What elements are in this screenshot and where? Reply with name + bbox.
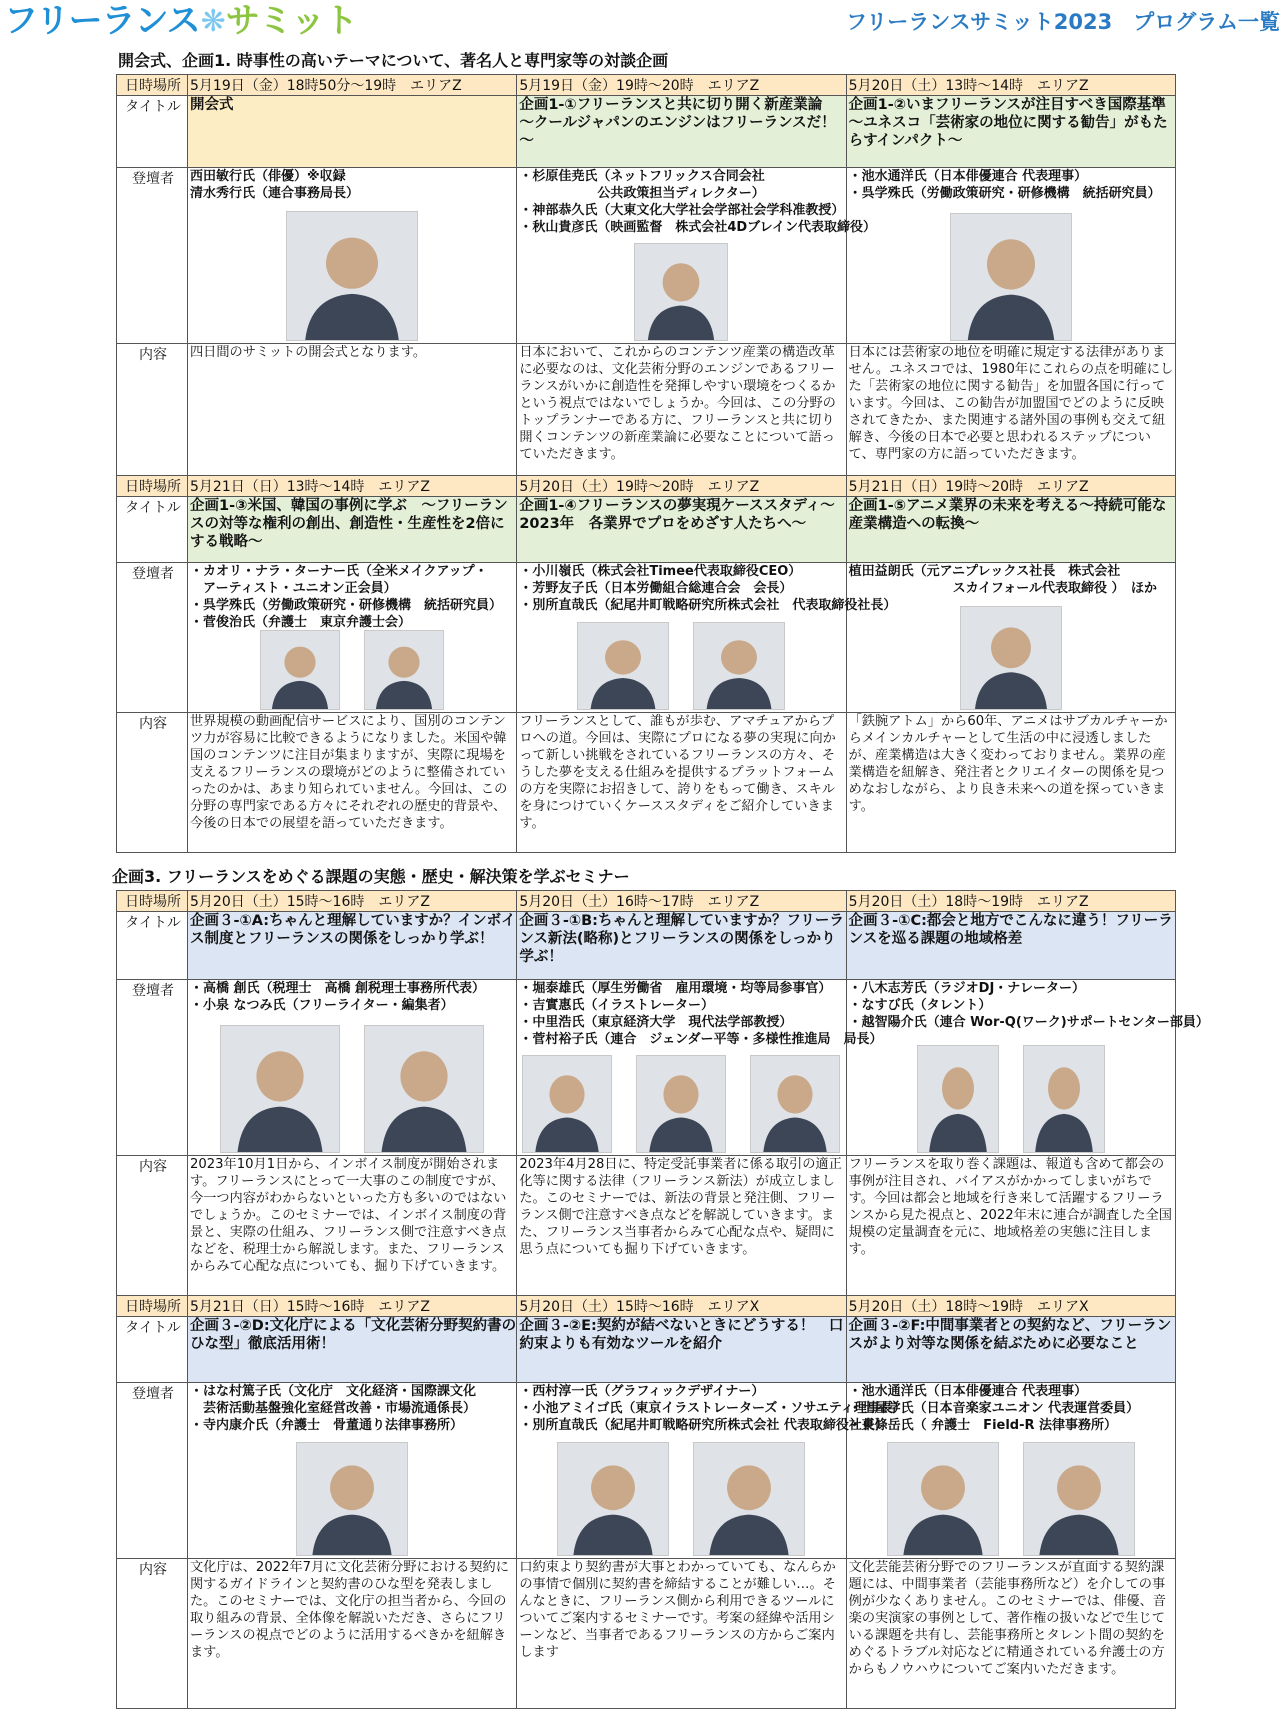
session-speakers	[517, 563, 897, 713]
speakers-row	[117, 1383, 1176, 1559]
session-speakers	[846, 980, 1209, 1156]
session-description: フリーランスとして、誰もが歩む、アマチュアからプロへの道。今回は、実際にプロになる夢の実現に向かって新しい挑戦をされているフリーランスの方々、そうした夢を支える仕組みを提供するプラットフォームの方を実際にお招きして、誇りをもって働き、スキルを身につけていくケーススタディをご紹介していきます。	[517, 713, 846, 853]
snowflake-icon: ❋	[200, 4, 225, 39]
title-label: タイトル	[117, 1317, 188, 1383]
speaker-line: ・はな村篤子氏（文化庁 文化経済・国際課文化	[190, 1384, 477, 1399]
session-speakers	[517, 1383, 906, 1559]
speaker-line: ・呉学殊氏（労働政策研究・研修機構 統括研究員）	[848, 186, 1161, 201]
speaker-line: ・池水通洋氏（日本俳優連合 代表理事）	[848, 169, 1088, 184]
speaker-list	[190, 563, 516, 631]
speaker-list	[190, 1383, 516, 1434]
speaker-line: ・土屋学氏（日本音楽家ユニオン 代表運営委員）	[848, 1401, 1140, 1416]
speaker-line: ・芳野友子氏（日本労働組合総連合会 会長）	[519, 581, 793, 596]
speaker-photos	[517, 1055, 845, 1153]
session-title: 企画1-①フリーランスと共に切り開く新産業論 ～クールジャパンのエンジンはフリーランスだ！～	[517, 96, 846, 168]
speaker-line: 西田敏行氏（俳優）※収録	[190, 169, 346, 184]
content-label: 内容	[117, 1156, 188, 1296]
session-title: 企画３-①B:ちゃんと理解していますか？フリーランス新法(略称)とフリーランスの関係をしっかり学ぶ！	[517, 912, 846, 980]
speaker-photo	[522, 1055, 612, 1153]
session-title: 開会式	[188, 96, 517, 168]
speaker-photo	[960, 606, 1062, 710]
speaker-photos	[188, 211, 516, 341]
title-label: タイトル	[117, 497, 188, 563]
speaker-photos	[847, 1442, 1175, 1556]
title-label: タイトル	[117, 96, 188, 168]
datetime-row	[117, 1296, 1176, 1317]
speaker-photo	[1023, 1442, 1135, 1556]
speaker-photos	[517, 243, 845, 341]
session-description: 2023年4月28日に、特定受託事業者に係る取引の適正化等に関する法律（フリーランス新法）が成立しました。このセミナーでは、新法の背景と発注側、フリーランス側で注意すべき点などを解説していきます。また、フリーランス当事者からみて心配な点や、疑問に思う点についても掘り下げていきます。	[517, 1156, 846, 1296]
speaker-line: ・高橋 創氏（税理士 高橋 創税理士事務所代表）	[190, 981, 486, 996]
session-description: 2023年10月1日から、インボイス制度が開始されます。フリーランスにとって一大事のこの制度ですが、今一つ内容がわからないといった方も多いのではないでしょうか。このセミナーでは、インボイス制度の背景と、実際の仕組み、フリーランス側で注意すべき点などを、税理士から解説します。また、フリーランスからみて心配な点についても、掘り下げていきます。	[188, 1156, 517, 1296]
document-title: フリーランスサミット2023 プログラム一覧	[846, 10, 1280, 34]
session-datetime: 5月21日（日）19時～20時 エリアZ	[846, 476, 1175, 497]
speaker-line: ・堀泰雄氏（厚生労働省 雇用環境・均等局参事官）	[519, 981, 832, 996]
datetime-row	[117, 891, 1176, 912]
speaker-photo	[750, 1055, 840, 1153]
speaker-line: ・東條岳氏（ 弁護士 Field-R 法律事務所）	[848, 1418, 1118, 1433]
speaker-line: ・別所直哉氏（紀尾井町戦略研究所株式会社 代表取締役社長）	[519, 598, 897, 613]
session-datetime: 5月21日（日）13時～14時 エリアZ	[188, 476, 517, 497]
speaker-photo	[887, 1442, 999, 1556]
speaker-photo	[364, 630, 444, 710]
speaker-line: 植田益朗氏（元アニプレックス社長 株式会社	[848, 564, 1121, 579]
session-description: 口約束より契約書が大事とわかっていても、なんらかの事情で個別に契約書を締結することが難しい…。そんなときに、フリーランス側から利用できるツールについてご案内するセミナーです。考案の経緯や活用シーンなど、当事者であるフリーランスの方からご案内します	[517, 1559, 846, 1709]
speaker-photo	[636, 1055, 726, 1153]
session-datetime: 5月20日（土）18時～19時 エリアX	[846, 1296, 1175, 1317]
session-description: 「鉄腕アトム」から60年、アニメはサブカルチャーからメインカルチャーとして生活の中に浸透しましたが、産業構造は大きく変わっておりません。業界の産業構造を紐解き、発注者とクリエイターの関係を見つめなおしながら、より良き未来への道を探っていきます。	[846, 713, 1175, 853]
session-description: 日本には芸術家の地位を明確に規定する法律がありません。ユネスコでは、1980年にこれらの点を明確にした「芸術家の地位に関する勧告」を加盟各国に行っています。今回は、この勧告が加盟国でどのように反映されてきたか、また関連する諸外国の事例も交えて紐解き、今後の日本で必要と思われるステップについて、専門家の方に語っていただきます。	[846, 344, 1175, 476]
speaker-list	[519, 1383, 906, 1434]
session-description: 文化庁は、2022年7月に文化芸術分野における契約に関するガイドラインと契約書のひな型を発表しました。このセミナーでは、文化庁の担当者から、今回の取り組みの背景、全体像を解説いただき、さらにフリーランスの視点でどのように活用するべきかを紐解きます。	[188, 1559, 517, 1709]
title-row	[117, 912, 1176, 980]
session-title: 企画1-③米国、韓国の事例に学ぶ ～フリーランスの対等な権利の創出、創造性・生産性を2倍にする戦略～	[188, 497, 517, 563]
speaker-line: ・神部恭久氏（大東文化大学社会学部社会学科准教授）	[519, 203, 845, 218]
speakers-label: 登壇者	[117, 1383, 188, 1559]
speaker-photo	[296, 1442, 408, 1556]
session-description: 日本において、これからのコンテンツ産業の構造改革に必要なのは、文化芸術分野のエンジンであるフリーランスがいかに創造性を発揮しやすい環境をつくるかという視点ではないでしょうか。今回は、この分野のトップランナーである方に、フリーランスと共に切り開くコンテンツの新産業論に必要なことについて語っていただきます。	[517, 344, 846, 476]
session-speakers	[188, 168, 517, 344]
content-label: 内容	[117, 1559, 188, 1709]
speaker-list	[519, 168, 876, 236]
speaker-line: ・八木志芳氏（ラジオDJ・ナレーター）	[848, 981, 1086, 996]
speaker-line: ・呉学殊氏（労働政策研究・研修機構 統括研究員）	[190, 598, 503, 613]
datetime-row	[117, 476, 1176, 497]
speaker-line: ・菅俊治氏（弁護士 東京弁護士会）	[190, 615, 412, 630]
session-datetime: 5月20日（土）19時～20時 エリアZ	[517, 476, 846, 497]
speaker-photos	[188, 1025, 516, 1153]
session-speakers	[517, 980, 883, 1156]
datetime-label: 日時場所	[117, 1296, 188, 1317]
speaker-list	[849, 1383, 1175, 1434]
title-row	[117, 96, 1176, 168]
logo-text-summit: サミット	[225, 1, 358, 41]
content-row	[117, 1559, 1176, 1709]
session-title: 企画３-①A:ちゃんと理解していますか？インボイス制度とフリーランスの関係をしっかり学ぶ！	[188, 912, 517, 980]
speaker-photos	[847, 1045, 1175, 1153]
logo-text-freelance: フリーランス	[4, 1, 200, 41]
speaker-list	[190, 980, 516, 1014]
session-speakers	[188, 563, 517, 713]
program-table-section-1	[116, 74, 1181, 853]
speaker-list	[848, 980, 1209, 1031]
title-row	[117, 1317, 1176, 1383]
speaker-photo	[557, 1442, 669, 1556]
datetime-row	[117, 75, 1176, 96]
speakers-label: 登壇者	[117, 168, 188, 344]
session-title: 企画1-⑤アニメ業界の未来を考える～持続可能な産業構造への転換～	[846, 497, 1175, 563]
session-speakers	[188, 1383, 517, 1559]
session-title: 企画３-②F:中間事業者との契約など、フリーランスがより対等な関係を結ぶために必要なこと	[846, 1317, 1175, 1383]
section-heading-1: 開会式、企画1. 時事性の高いテーマについて、著名人と専門家等の対談企画	[118, 51, 669, 70]
speaker-photo	[364, 1025, 484, 1153]
session-datetime: 5月20日（土）18時～19時 エリアZ	[846, 891, 1175, 912]
session-description: 文化芸能芸術分野でのフリーランスが直面する契約課題には、中間事業者（芸能事務所など）を介しての事例が少なくありません。このセミナーでは、俳優、音楽の実演家の事例として、著作権の扱いなどで生じている課題を共有し、芸能事務所とタレント間の契約をめぐるトラブル対応などに精通されている弁護士の方からもノウハウについてご案内いただきます。	[846, 1559, 1175, 1709]
speaker-line: ・秋山貴彦氏（映画監督 株式会社4Dブレイン代表取締役）	[519, 220, 876, 235]
datetime-label: 日時場所	[117, 75, 188, 96]
session-datetime: 5月20日（土）15時～16時 エリアX	[517, 1296, 846, 1317]
speakers-row	[117, 563, 1176, 713]
speaker-line: ・中里浩氏（東京経済大学 現代法学部教授）	[519, 1015, 793, 1030]
speaker-photo	[260, 630, 340, 710]
session-speakers	[188, 980, 517, 1156]
speaker-line: 清水秀行氏（連合事務局長）	[190, 186, 360, 201]
speaker-line: ・西村淳一氏（グラフィックデザイナー）	[519, 1384, 765, 1399]
content-row	[117, 713, 1176, 853]
session-speakers	[517, 168, 876, 344]
session-speakers	[846, 563, 1175, 713]
speaker-line: ・なすび氏（タレント）	[848, 998, 992, 1013]
speaker-list	[519, 980, 883, 1048]
session-description: 世界規模の動画配信サービスにより、国別のコンテンツ力が容易に比較できるようになりました。米国や韓国のコンテンツに注目が集まりますが、実際に現場を支えるフリーランスの環境がどのように整備されていったのかは、あまり知られていません。今回は、この分野の専門家である方々にそれぞれの歴史的背景や、今後の日本での展望を語っていただきます。	[188, 713, 517, 853]
speaker-line: ・小池アミイゴ氏（東京イラストレーターズ・ソサエティ理事長）	[519, 1401, 906, 1416]
speakers-label: 登壇者	[117, 563, 188, 713]
speaker-photo	[950, 213, 1072, 341]
datetime-label: 日時場所	[117, 476, 188, 497]
speaker-line: ・池水通洋氏（日本俳優連合 代表理事）	[848, 1384, 1088, 1399]
speaker-photos	[517, 622, 845, 710]
speakers-row	[117, 980, 1176, 1156]
speakers-row	[117, 168, 1176, 344]
speaker-photos	[847, 606, 1175, 710]
speaker-photos	[847, 213, 1175, 341]
session-title: 企画３-①C:都会と地方でこんなに違う！フリーランスを巡る課題の地域格差	[846, 912, 1175, 980]
speaker-line: ・越智陽介氏（連合 Wor-Q(ワーク)サポートセンター部員）	[848, 1015, 1209, 1030]
session-description: フリーランスを取り巻く課題は、報道も含めて都会の事例が注目され、バイアスがかかってしまいがちです。今回は都会と地域を行き来して活躍するフリーランスから見た視点と、2022年末に連合が調査した全国規模の定量調査を元に、地域格差の実態に注目します。	[846, 1156, 1175, 1296]
session-datetime: 5月21日（日）15時～16時 エリアZ	[188, 1296, 517, 1317]
speaker-list	[519, 563, 897, 614]
title-label: タイトル	[117, 912, 188, 980]
speaker-line: スカイフォール代表取締役 ） ほか	[848, 581, 1157, 596]
content-row	[117, 344, 1176, 476]
speaker-line: ・菅村裕子氏（連合 ジェンダー平等・多様性推進局 局長）	[519, 1032, 883, 1047]
speaker-photo	[693, 622, 785, 710]
speaker-photo	[917, 1045, 999, 1153]
section-heading-3: 企画3. フリーランスをめぐる課題の実態・歴史・解決策を学ぶセミナー	[112, 867, 630, 886]
speaker-photo	[220, 1025, 340, 1153]
content-label: 内容	[117, 344, 188, 476]
session-title: 企画1-④フリーランスの夢実現ケーススタディ～2023年 各業界でプロをめざす人たちへ～	[517, 497, 846, 563]
speaker-photo	[693, 1442, 805, 1556]
session-speakers	[846, 168, 1175, 344]
speaker-photo	[634, 243, 728, 341]
speaker-photos	[517, 1442, 845, 1556]
content-label: 内容	[117, 713, 188, 853]
session-datetime: 5月20日（土）16時～17時 エリアZ	[517, 891, 846, 912]
session-datetime: 5月20日（土）13時～14時 エリアZ	[846, 75, 1175, 96]
content-row	[117, 1156, 1176, 1296]
speaker-line: ・カオリ・ナラ・ターナー氏（全米メイクアップ・	[190, 564, 488, 579]
speaker-photo	[1023, 1045, 1105, 1153]
speaker-line: ・小泉 なつみ氏（フリーライター・編集者）	[190, 998, 454, 1013]
session-title: 企画1-②いまフリーランスが注目すべき国際基準 ～ユネスコ「芸術家の地位に関する勧告」がもたらすインパクト～	[846, 96, 1175, 168]
speaker-line: 公共政策担当ディレクター）	[519, 186, 765, 201]
speaker-list	[849, 168, 1175, 202]
speaker-line: 芸術活動基盤強化室経営改善・市場流通係長）	[190, 1401, 477, 1416]
program-table-section-3	[116, 890, 1209, 1709]
speaker-line: ・別所直哉氏（紀尾井町戦略研究所株式会社 代表取締役社長）	[519, 1418, 888, 1433]
summit-logo	[4, 2, 357, 42]
session-title: 企画３-②D:文化庁による「文化芸術分野契約書のひな型」徹底活用術！	[188, 1317, 517, 1383]
speaker-photos	[188, 630, 516, 710]
speaker-photo	[577, 622, 669, 710]
speaker-line: ・吉實惠氏（イラストレーター）	[519, 998, 714, 1013]
speaker-list	[849, 563, 1175, 597]
speaker-line: ・杉原佳尭氏（ネットフリックス合同会社	[519, 169, 765, 184]
session-description: 四日間のサミットの開会式となります。	[188, 344, 517, 476]
session-title: 企画３-②E:契約が結べないときにどうする！ 口約束よりも有効なツールを紹介	[517, 1317, 846, 1383]
speaker-list	[190, 168, 516, 202]
speaker-line: アーティスト・ユニオン正会員）	[190, 581, 397, 596]
session-datetime: 5月19日（金）19時～20時 エリアZ	[517, 75, 846, 96]
speakers-label: 登壇者	[117, 980, 188, 1156]
session-speakers	[846, 1383, 1175, 1559]
speaker-photo	[286, 211, 418, 341]
session-datetime: 5月20日（土）15時～16時 エリアZ	[188, 891, 517, 912]
session-datetime: 5月19日（金）18時50分～19時 エリアZ	[188, 75, 517, 96]
speaker-photos	[188, 1442, 516, 1556]
title-row	[117, 497, 1176, 563]
speaker-line: ・寺内康介氏（弁護士 骨董通り法律事務所）	[190, 1418, 464, 1433]
speaker-line: ・小川嶺氏（株式会社Timee代表取締役CEO）	[519, 564, 802, 579]
datetime-label: 日時場所	[117, 891, 188, 912]
